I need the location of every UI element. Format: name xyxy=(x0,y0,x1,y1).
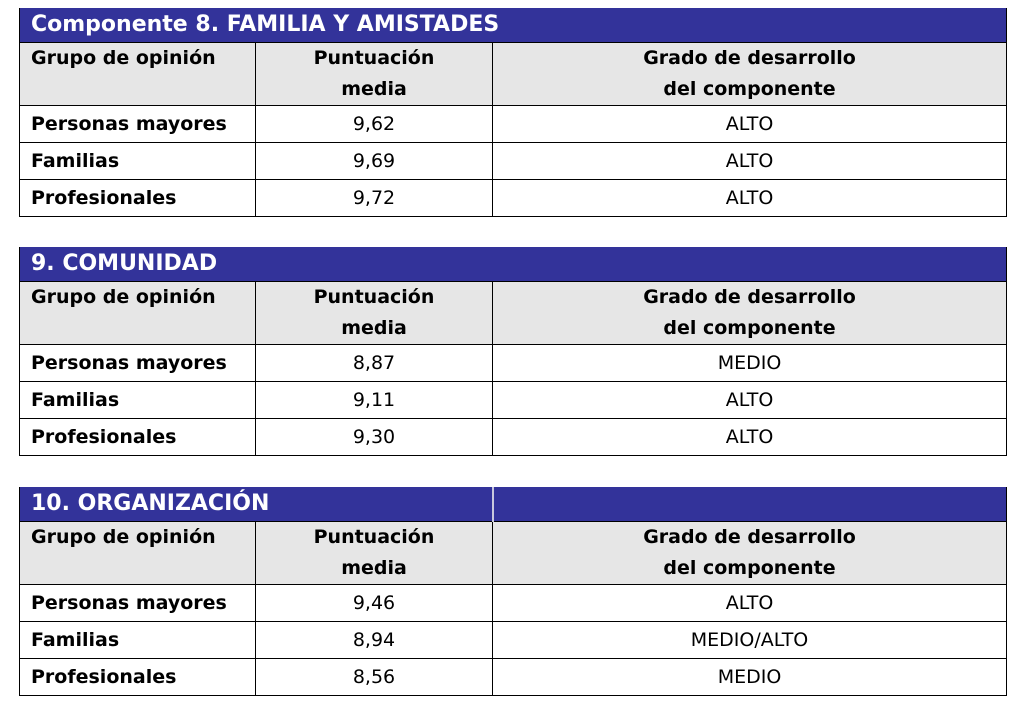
header-score-line1: Puntuación xyxy=(313,47,435,69)
table-header-row xyxy=(20,282,1007,345)
header-score-line2: media xyxy=(341,557,407,579)
cell-score: 8,56 xyxy=(256,659,493,696)
cell-group: Profesionales xyxy=(20,659,256,696)
header-group: Grupo de opinión xyxy=(20,282,256,345)
cell-score: 9,69 xyxy=(256,143,493,180)
table-title-empty-cell xyxy=(493,487,1007,522)
cell-group: Familias xyxy=(20,382,256,419)
cell-score: 9,72 xyxy=(256,180,493,217)
table-title: Componente 8. FAMILIA Y AMISTADES xyxy=(20,8,1007,43)
header-score xyxy=(256,522,493,585)
cell-score: 8,87 xyxy=(256,345,493,382)
table-familia-amistades xyxy=(19,8,1007,217)
cell-grade: ALTO xyxy=(493,419,1007,456)
header-grade-line2: del componente xyxy=(663,317,836,339)
header-score xyxy=(256,43,493,106)
cell-grade: MEDIO/ALTO xyxy=(493,622,1007,659)
cell-group: Personas mayores xyxy=(20,106,256,143)
table-row xyxy=(20,419,1007,456)
cell-grade: MEDIO xyxy=(493,345,1007,382)
cell-group: Familias xyxy=(20,622,256,659)
cell-group: Personas mayores xyxy=(20,345,256,382)
cell-grade: ALTO xyxy=(493,180,1007,217)
cell-grade: ALTO xyxy=(493,585,1007,622)
header-score-line1: Puntuación xyxy=(313,526,435,548)
table-row xyxy=(20,382,1007,419)
cell-grade: MEDIO xyxy=(493,659,1007,696)
cell-score: 9,30 xyxy=(256,419,493,456)
table-organizacion xyxy=(19,487,1007,696)
cell-score: 9,46 xyxy=(256,585,493,622)
table-row xyxy=(20,659,1007,696)
table-title: 10. ORGANIZACIÓN xyxy=(20,487,493,522)
table-row xyxy=(20,585,1007,622)
header-grade xyxy=(493,522,1007,585)
cell-score: 9,62 xyxy=(256,106,493,143)
header-score-line2: media xyxy=(341,78,407,100)
header-grade-line1: Grado de desarrollo xyxy=(643,47,856,69)
cell-group: Profesionales xyxy=(20,180,256,217)
header-grade xyxy=(493,282,1007,345)
cell-group: Personas mayores xyxy=(20,585,256,622)
table-row xyxy=(20,345,1007,382)
header-grade-line2: del componente xyxy=(663,78,836,100)
table-title: 9. COMUNIDAD xyxy=(20,247,1007,282)
table-row xyxy=(20,180,1007,217)
table-header-row xyxy=(20,522,1007,585)
table-row xyxy=(20,143,1007,180)
header-score xyxy=(256,282,493,345)
table-title-row xyxy=(20,487,1007,522)
header-score-line2: media xyxy=(341,317,407,339)
header-group: Grupo de opinión xyxy=(20,522,256,585)
cell-score: 8,94 xyxy=(256,622,493,659)
header-grade-line1: Grado de desarrollo xyxy=(643,526,856,548)
cell-grade: ALTO xyxy=(493,143,1007,180)
cell-group: Familias xyxy=(20,143,256,180)
table-row xyxy=(20,622,1007,659)
cell-score: 9,11 xyxy=(256,382,493,419)
cell-grade: ALTO xyxy=(493,382,1007,419)
cell-grade: ALTO xyxy=(493,106,1007,143)
table-header-row xyxy=(20,43,1007,106)
header-grade-line1: Grado de desarrollo xyxy=(643,286,856,308)
header-grade-line2: del componente xyxy=(663,557,836,579)
table-title-row xyxy=(20,8,1007,43)
table-title-row xyxy=(20,247,1007,282)
header-group: Grupo de opinión xyxy=(20,43,256,106)
header-score-line1: Puntuación xyxy=(313,286,435,308)
table-comunidad xyxy=(19,247,1007,456)
cell-group: Profesionales xyxy=(20,419,256,456)
table-row xyxy=(20,106,1007,143)
header-grade xyxy=(493,43,1007,106)
